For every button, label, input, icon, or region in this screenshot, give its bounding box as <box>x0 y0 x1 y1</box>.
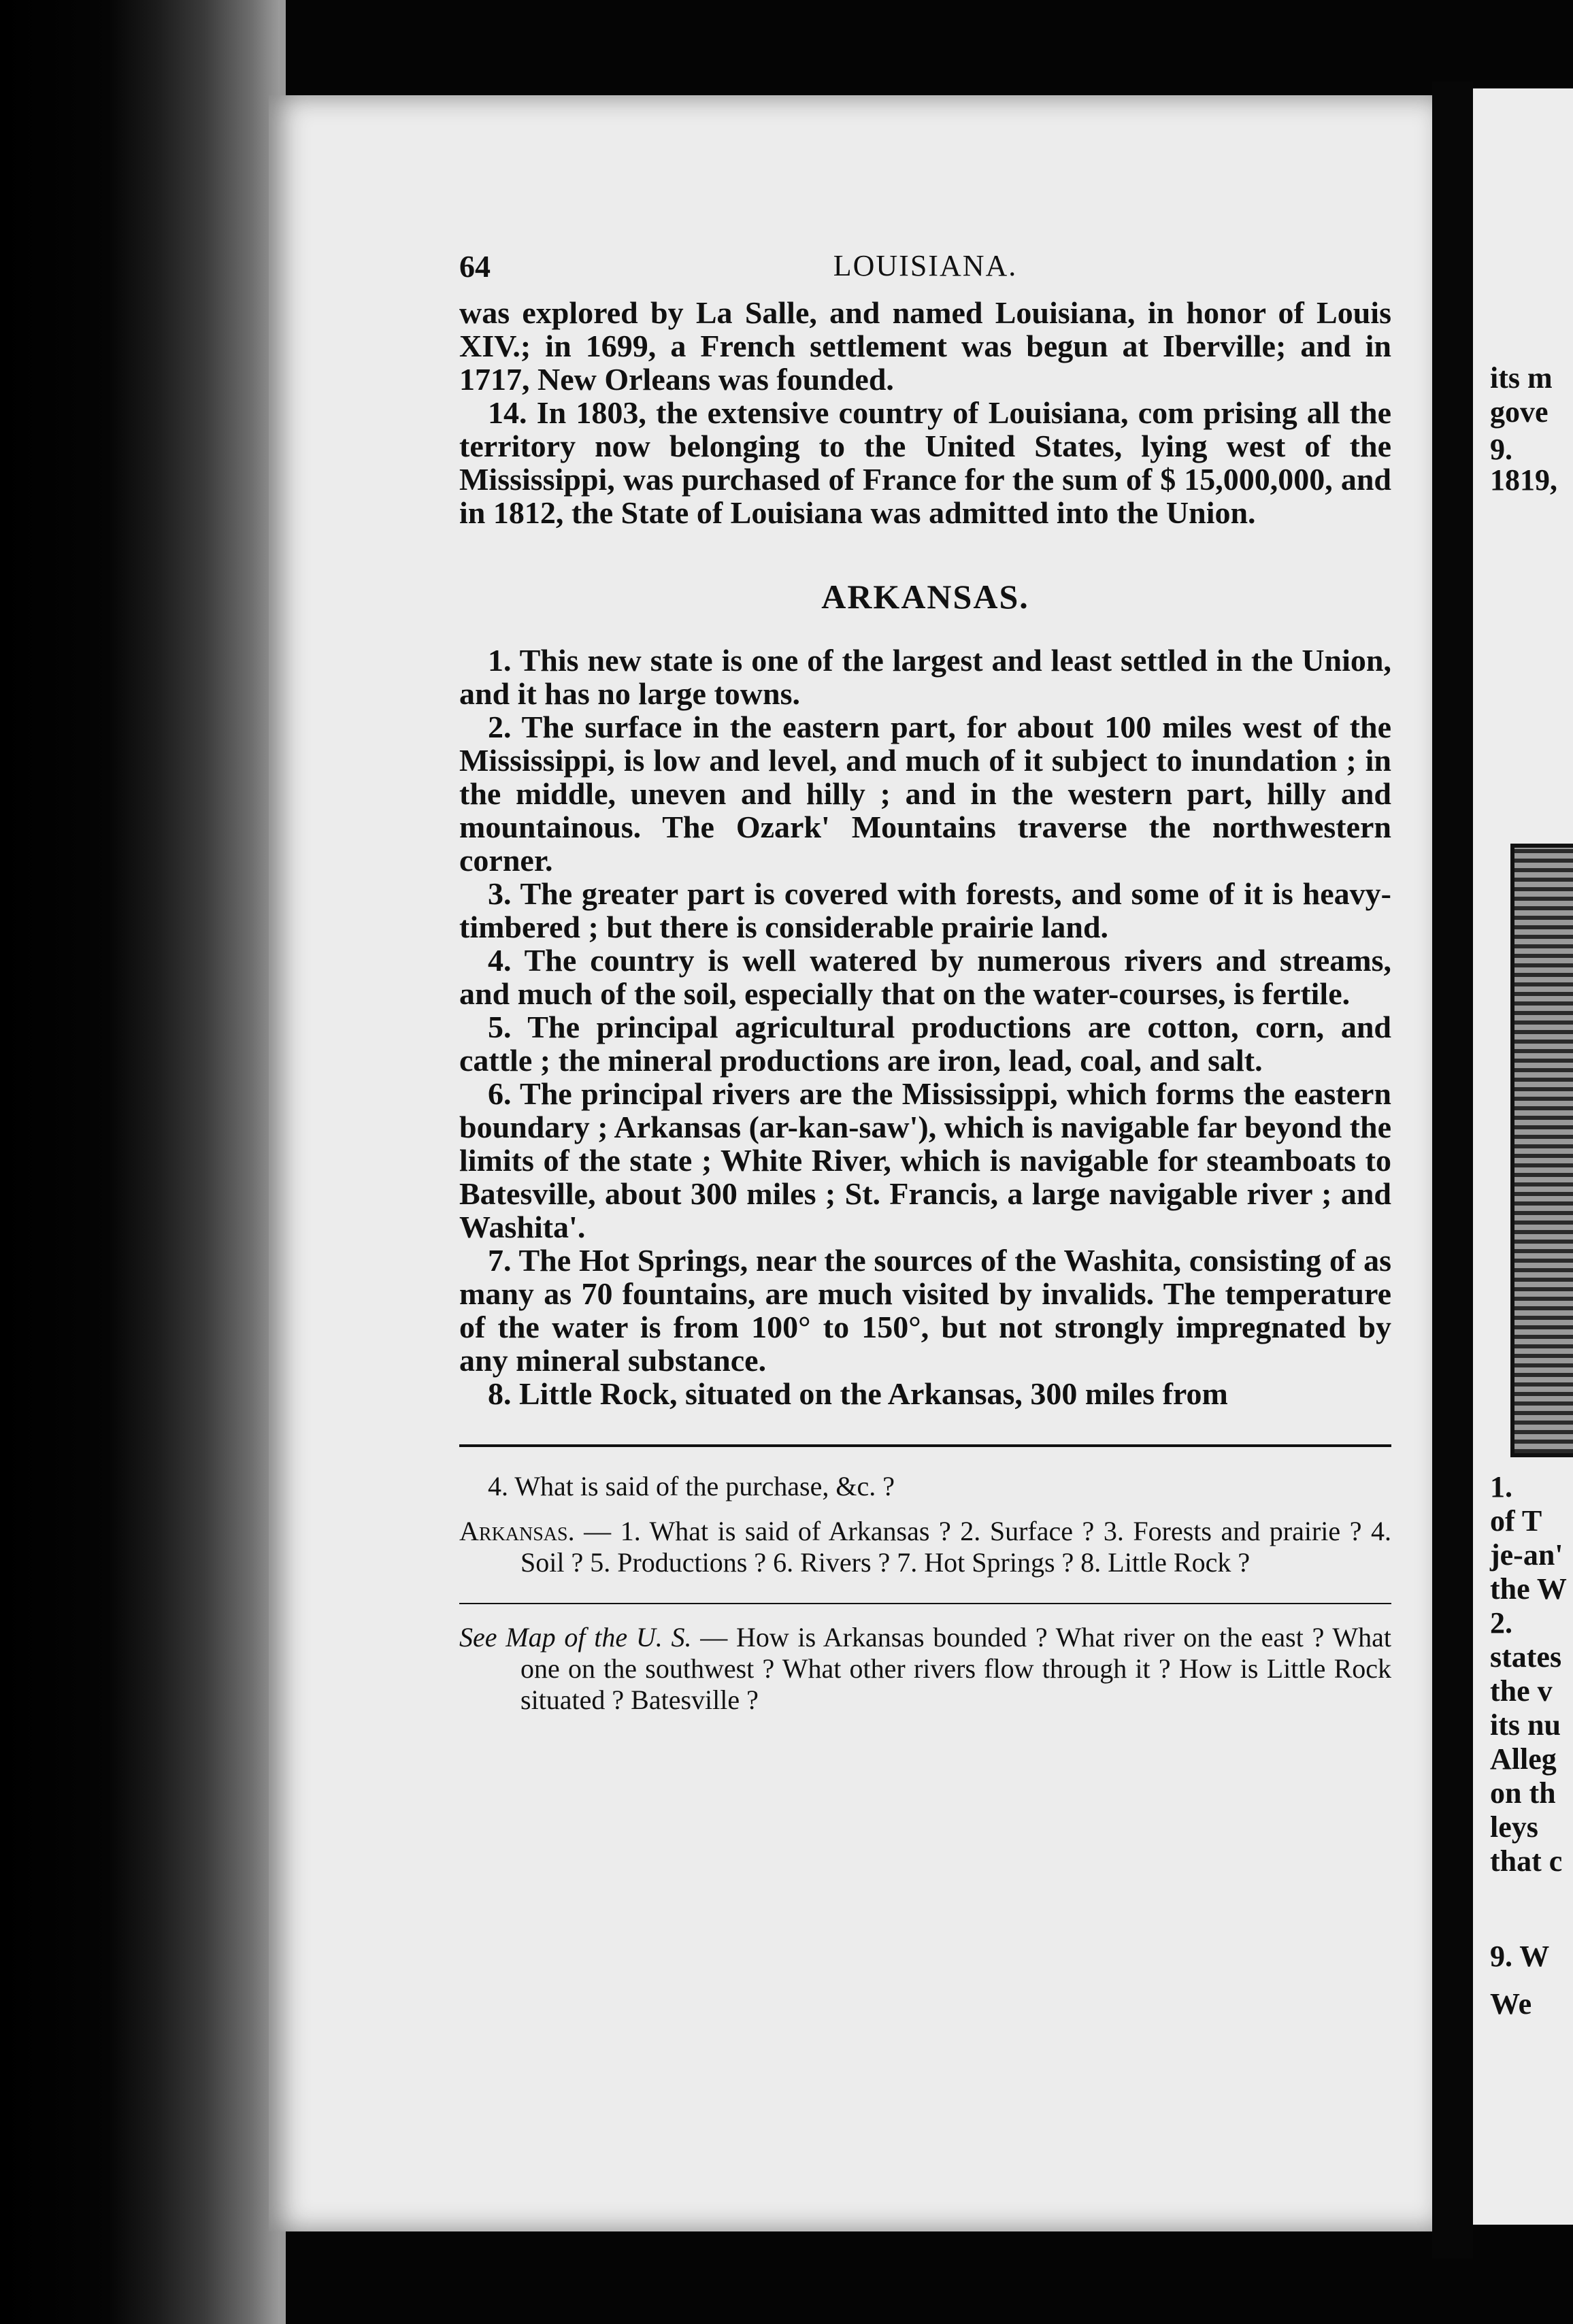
right-fragment: Alleg <box>1490 1742 1557 1776</box>
page-gutter <box>1432 82 1473 2259</box>
book-binding-edge <box>0 0 286 2324</box>
arkansas-item-2: 2. The surface in the eastern part, for about 100 miles west of the Mississippi, is low and level, and much of it subject to inundation ; in the middle, uneven and hilly ; and in the western part, hilly and mountainous. The Ozark' Mountains traverse the northwestern corner. <box>459 710 1391 878</box>
arkansas-item-4: 4. The country is well watered by numerous rivers and streams, and much of the soil, especially that on the water-courses, is fertile. <box>459 943 1391 1011</box>
arkansas-questions-text: — 1. What is said of Arkansas ? 2. Surface ? 3. Forests and prairie ? 4. Soil ? 5. Productions ? 6. Rivers ? 7. Hot Springs ? 8. Little Rock ? <box>520 1516 1392 1578</box>
arkansas-item-1: 1. This new state is one of the largest and least settled in the Union, and it has no large towns. <box>459 643 1391 711</box>
right-fragment: the W <box>1490 1572 1567 1606</box>
right-fragment: its nu <box>1490 1708 1561 1742</box>
arkansas-item-7: 7. The Hot Springs, near the sources of the Washita, consisting of as many as 70 fountains, are much visited by invalids. The temperature of the water is from 100° to 150°, but not strongly impregnated by any mineral substance. <box>459 1243 1391 1378</box>
right-fragment: je-an' <box>1490 1538 1563 1572</box>
arkansas-item-8: 8. Little Rock, situated on the Arkansas, 300 miles from <box>488 1376 1228 1411</box>
question-4: 4. What is said of the purchase, &c. ? <box>488 1471 895 1501</box>
louisiana-paragraph-13: was explored by La Salle, and named Louisiana, in honor of Louis XIV.; in 1699, a French settlement was begun at Iberville; and in 1717, New Orleans was founded. <box>459 295 1391 397</box>
right-page-fragment <box>1473 88 1573 2225</box>
map-questions <box>459 1622 1391 1716</box>
right-fragment: We <box>1490 1987 1532 2021</box>
right-fragment: 1819, <box>1490 463 1557 497</box>
map-questions-text: — How is Arkansas bounded ? What river on the east ? What one on the southwest ? What other rivers flow through it ? How is Little Rock situated ? Batesville ? <box>520 1622 1392 1715</box>
right-fragment: 2. <box>1490 1606 1512 1640</box>
arkansas-item-5: 5. The principal agricultural productions are cotton, corn, and cattle ; the mineral productions are iron, lead, coal, and salt. <box>459 1010 1391 1078</box>
section-heading-arkansas: ARKANSAS. <box>821 578 1029 616</box>
map-questions-label: See Map of the U. S. <box>459 1622 692 1653</box>
right-fragment: its m <box>1490 361 1553 395</box>
page-content <box>459 248 1391 1716</box>
arkansas-questions-label: Arkansas. <box>459 1516 575 1546</box>
right-fragment: 9. W <box>1490 1940 1550 1973</box>
right-fragment: states <box>1490 1640 1562 1674</box>
map-questions-rule <box>459 1603 1391 1604</box>
right-fragment: leys <box>1490 1810 1538 1844</box>
right-fragment: that c <box>1490 1844 1563 1878</box>
arkansas-item-3: 3. The greater part is covered with forests, and some of it is heavy-timbered ; but there is considerable prairie land. <box>459 876 1391 944</box>
running-title: LOUISIANA. <box>833 249 1018 282</box>
right-fragment: 1. <box>1490 1470 1512 1504</box>
footnote-rule <box>459 1444 1391 1447</box>
arkansas-questions <box>459 1516 1391 1578</box>
right-fragment: gove <box>1490 395 1549 429</box>
right-fragment: 9. <box>1490 433 1512 466</box>
arkansas-item-6: 6. The principal rivers are the Mississippi, which forms the eastern boundary ; Arkansas (ar-kan-saw'), which is navigable far beyond the limits of the state ; White River, which is navigable for steamboats to Batesville, about 300 miles ; St. Francis, a large navigable river ; and Washita'. <box>459 1076 1391 1244</box>
right-fragment: the v <box>1490 1674 1553 1708</box>
engraving-edge <box>1510 844 1573 1457</box>
running-head <box>459 248 1391 296</box>
right-fragment: of T <box>1490 1504 1542 1538</box>
right-fragment: on th <box>1490 1776 1556 1810</box>
page-number: 64 <box>459 249 491 284</box>
louisiana-paragraph-14: 14. In 1803, the extensive country of Louisiana, com prising all the territory now belonging to the United States, lying west of the Mississippi, was purchased of France for the sum of $ 15,000,000, and in 1812, the State of Louisiana was admitted into the Union. <box>459 395 1391 530</box>
